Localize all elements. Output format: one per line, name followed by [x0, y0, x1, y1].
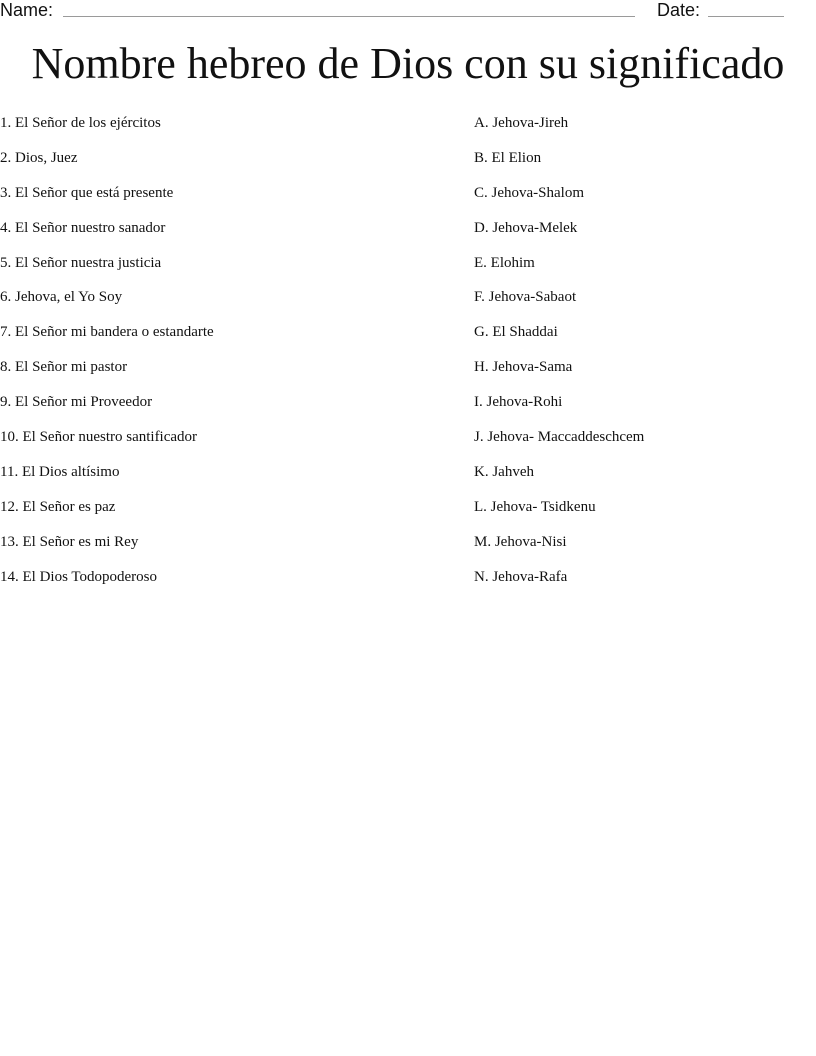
- name-label: Name:: [0, 0, 54, 20]
- clue-item: 8. El Señor mi pastor: [0, 359, 128, 376]
- clue-item: 12. El Señor es paz: [0, 498, 116, 515]
- answer-item: A. Jehova-Jireh: [474, 115, 569, 131]
- answer-item: H. Jehova-Sama: [474, 359, 573, 376]
- clue-item: 3. El Señor que está presente: [0, 184, 174, 201]
- answer-item: F. Jehova-Sabaot: [474, 289, 577, 306]
- answer-item: C. Jehova-Shalom: [474, 184, 584, 201]
- answer-item: D. Jehova-Melek: [474, 219, 578, 236]
- date-label: Date:: [657, 0, 701, 20]
- answer-item: M. Jehova-Nisi: [474, 533, 567, 550]
- answer-item: K. Jahveh: [474, 463, 534, 480]
- answer-item: G. El Shaddai: [474, 324, 558, 341]
- answer-item: J. Jehova- Maccaddeschcem: [474, 429, 645, 446]
- answer-item: N. Jehova-Rafa: [474, 568, 568, 585]
- clue-item: 5. El Señor nuestra justicia: [0, 254, 162, 271]
- clue-item: 1. El Señor de los ejércitos: [0, 115, 161, 131]
- clue-item: 4. El Señor nuestro sanador: [0, 219, 166, 236]
- answer-item: I. Jehova-Rohi: [474, 394, 563, 411]
- page-title: Nombre hebreo de Dios con su significado: [31, 39, 785, 88]
- clue-item: 10. El Señor nuestro santificador: [0, 429, 198, 446]
- clue-item: 9. El Señor mi Proveedor: [0, 394, 153, 411]
- clue-item: 2. Dios, Juez: [0, 149, 78, 166]
- name-blank-line: [63, 16, 635, 17]
- clue-item: 14. El Dios Todopoderoso: [0, 568, 158, 585]
- clue-item: 13. El Señor es mi Rey: [0, 533, 139, 550]
- clue-item: 6. Jehova, el Yo Soy: [0, 289, 123, 306]
- answers-list: [474, 114, 804, 602]
- date-blank-line: [708, 16, 784, 17]
- name-date-header: [0, 0, 816, 24]
- answer-item: E. Elohim: [474, 254, 535, 271]
- answer-item: L. Jehova- Tsidkenu: [474, 498, 596, 515]
- clues-list: [0, 114, 440, 602]
- clue-item: 7. El Señor mi bandera o estandarte: [0, 324, 214, 341]
- answer-item: B. El Elion: [474, 149, 542, 166]
- clue-item: 11. El Dios altísimo: [0, 463, 120, 480]
